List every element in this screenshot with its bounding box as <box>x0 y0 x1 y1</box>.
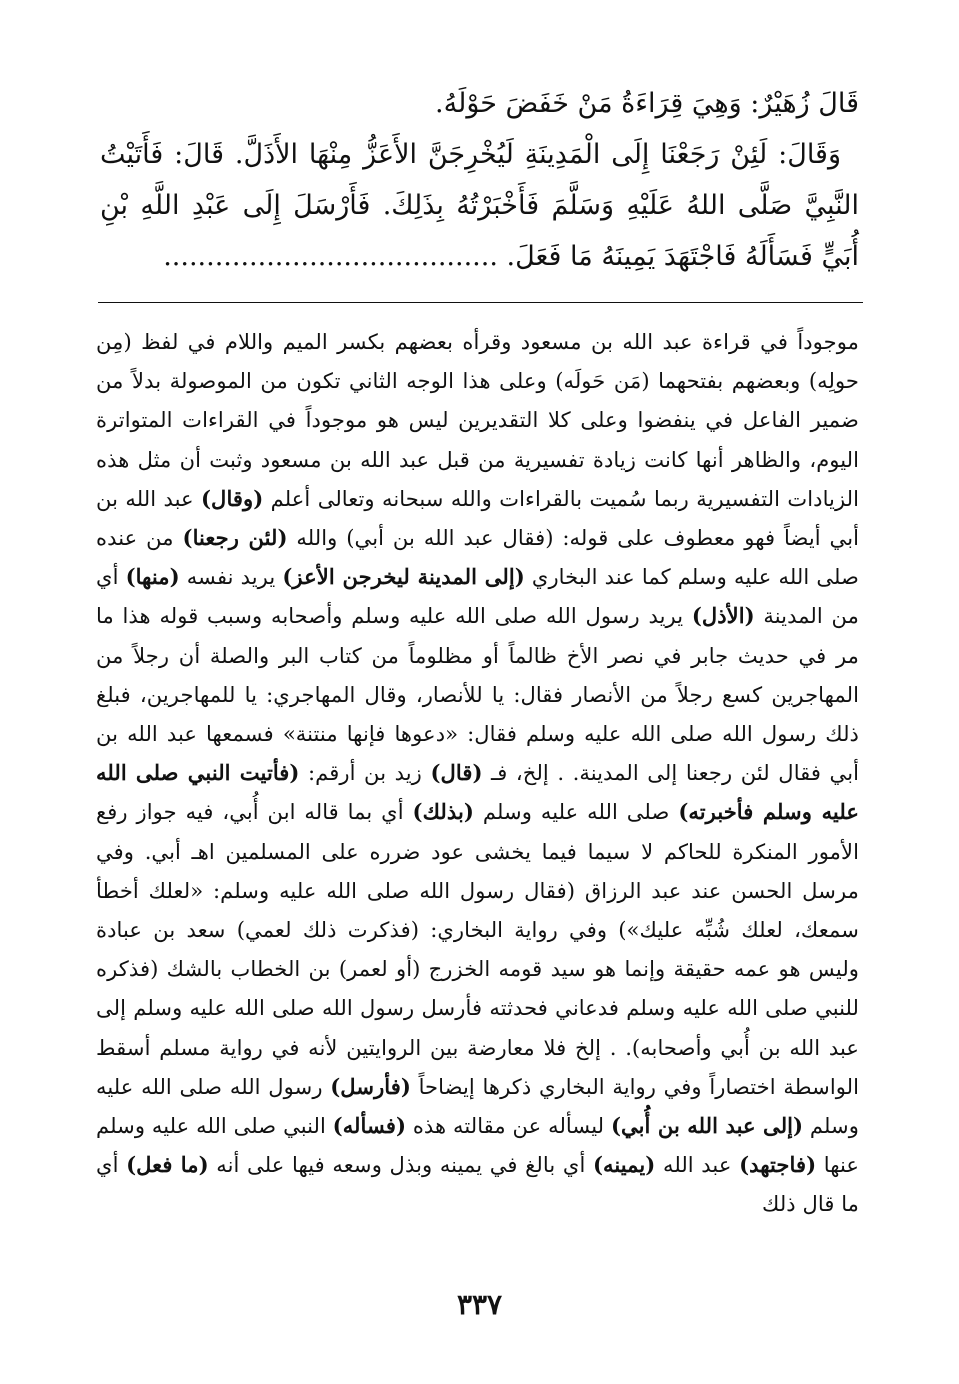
commentary-keyword: (بذلك) <box>412 799 474 825</box>
commentary-text <box>96 322 859 1224</box>
hadith-text <box>100 78 859 282</box>
commentary-segment: عبد الله بن أبي أيضاً فهو معطوف على قوله: (فقال عبد الله بن أبي) والله <box>96 485 859 551</box>
commentary-keyword: (ما فعل) <box>126 1152 209 1178</box>
commentary-segment: ليسأله عن مقالته هذه <box>406 1113 611 1139</box>
commentary-keyword: (إلى عبد الله بن أُبي) <box>610 1113 804 1139</box>
commentary-keyword: (فأتيت النبي صلى الله عليه وسلم فأخبرته) <box>96 760 859 825</box>
hadith-line-1: قَالَ زُهَيْرٌ: وَهِيَ قِرَاءَةُ مَنْ خَفَضَ حَوْلَهُ. <box>435 88 859 119</box>
commentary-keyword: (وقال) <box>201 485 264 511</box>
commentary-paragraph <box>96 322 859 1224</box>
commentary-segment: من عنده صلى الله عليه وسلم كما عند البخاري <box>96 525 859 590</box>
commentary-segment: أي من المدينة <box>96 564 859 629</box>
commentary-segment: أي بما قاله ابن أُبي، فيه جواز رفع الأمور المنكرة للحاكم لا سيما فيما يخشى عود ضرره على المسلمين اهـ أبي. وفي مرسل الحسن عند عبد الرزاق (فقال رسول الله صلى الله عليه وسلم: «لعلك أخطأ سمعك، لعلك شُبِّه عليك») وفي رواية البخاري: (فذكرت ذلك لعمي) سعد بن عبادة وليس هو عمه حقيقة وإنما هو سيد قومه الخزرج (أو لعمر) بن الخطاب بالشك (فذكره للنبي صلى الله عليه وسلم فدعاني فحدثته فأرسل رسول الله صلى الله عليه وسلم إلى عبد الله بن أُبي وأصحابه). . إلخ فلا معارضة بين الروايتين لأنه في رواية مسلم أسقط الواسطة اختصاراً وفي رواية البخاري ذكرها إيضاحاً <box>96 799 859 1099</box>
commentary-keyword: (فاجتهد) <box>739 1152 817 1178</box>
hadith-line-2: وَقَالَ: لَئِنْ رَجَعْنَا إِلَى الْمَدِينَةِ لَيُخْرِجَنَّ الأَعَزُّ مِنْهَا الأَذَلَّ. قَالَ: فَأَتَيْتُ النَّبِيَّ صَلَّى اللهُ عَلَيْهِ وَسَلَّمَ فَأَخْبَرْتُهُ بِذَلِكَ. فَأَرْسَلَ إِلَى عَبْدِ اللَّهِ بْنِ أُبَيٍّ فَسَأَلَهُ فَاجْتَهَدَ يَمِينَهُ مَا فَعَلَ. ....................................... <box>100 139 859 272</box>
commentary-segment: يريد رسول الله صلى الله عليه وسلم وأصحابه وسبب قوله هذا ما مر في حديث جابر في نصر الأخ ظالماً أو مظلوماً من كتاب البر والصلة أن رجلاً من المهاجرين كسع رجلاً من الأنصار فقال: يا للأنصار، وقال المهاجري: يا للمهاجرين، فبلغ ذلك رسول الله صلى الله عليه وسلم فقال: «دعوها فإنها منتنة» فسمعها عبد الله بن أبي فقال لئن رجعنا إلى المدينة. . إلخ، فـ <box>96 603 859 786</box>
commentary-segment: موجوداً في قراءة عبد الله بن مسعود وقرأه بعضهم بكسر الميم واللام في لفظ (مِن حولِه) وبعضهم بفتحهما (مَن حَولَه) وعلى هذا الوجه الثاني تكون من الموصولة بدلاً من ضمير الفاعل في ينفضوا وعلى كلا التقديرين ليس هو موجوداً في القراءات المتواترة اليوم، والظاهر أنها كانت زيادة تفسيرية من قبل عبد الله بن مسعود وثبت أن مثل هذه الزيادات التفسيرية ربما سُميت بالقراءات والله سبحانه وتعالى أعلم <box>96 329 859 511</box>
commentary-segment: صلى الله عليه وسلم <box>473 799 679 825</box>
commentary-segment: عبد الله <box>655 1152 740 1178</box>
commentary-segment: يريد نفسه <box>179 564 283 590</box>
page-number: ٣٣٧ <box>456 1288 503 1321</box>
commentary-keyword: (فسأله) <box>332 1113 407 1139</box>
commentary-segment: أي ما قال ذلك <box>96 1152 859 1217</box>
commentary-keyword: (لئن رجعنا) <box>182 525 288 551</box>
commentary-keyword: (قال) <box>430 760 483 786</box>
commentary-keyword: (الأذل) <box>691 603 755 629</box>
commentary-keyword: (إلى المدينة ليخرجن الأعز) <box>282 564 525 590</box>
footnote-divider <box>98 302 863 303</box>
commentary-segment: زيد بن أرقم: <box>299 760 431 786</box>
commentary-segment: أي بالغ في يمينه وبذل وسعه فيها على أنه <box>208 1152 593 1178</box>
commentary-keyword: (فأرسل) <box>330 1073 411 1099</box>
commentary-keyword: (يمينه) <box>592 1152 656 1178</box>
commentary-keyword: (منها) <box>125 564 180 590</box>
commentary-segment: رسول الله صلى الله عليه وسلم <box>96 1073 859 1139</box>
commentary-segment: النبي صلى الله عليه وسلم عنها <box>96 1113 859 1178</box>
